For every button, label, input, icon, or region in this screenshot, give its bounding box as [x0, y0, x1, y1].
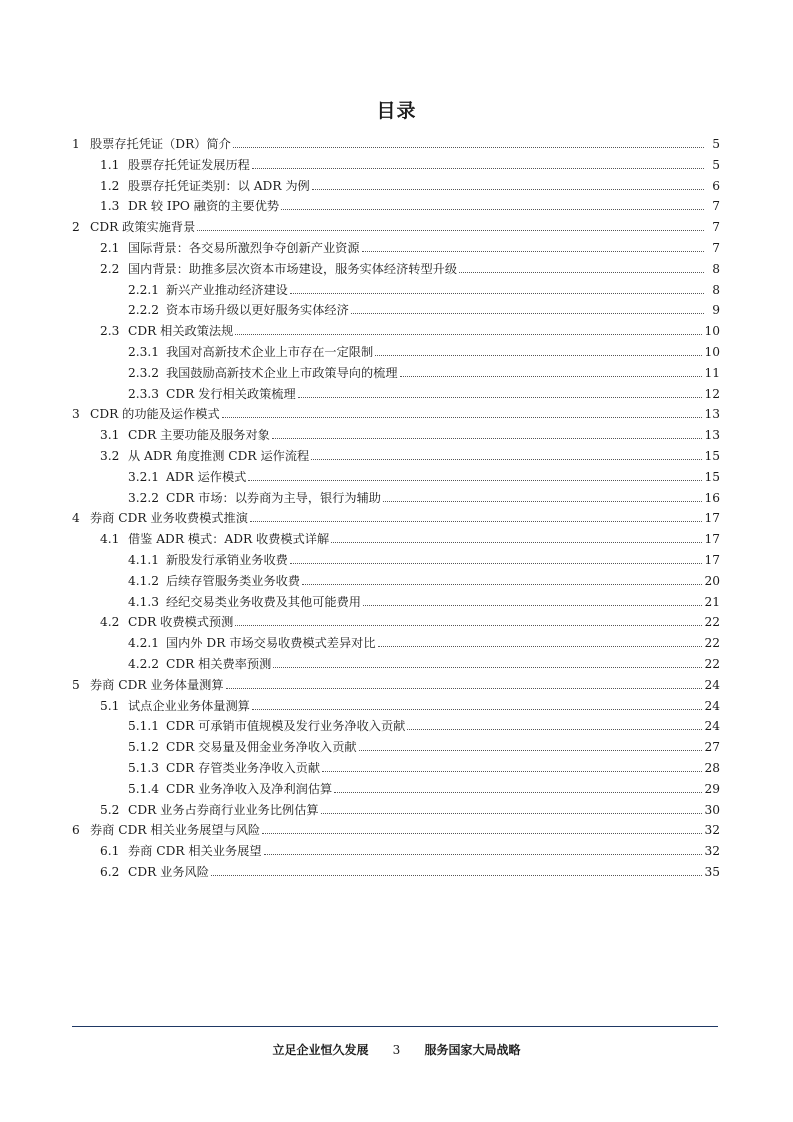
toc-dot-leader: [233, 147, 704, 148]
toc-entry-title: 国内背景：助推多层次资本市场建设，服务实体经济转型升级: [128, 261, 458, 276]
toc-entry-page: 22: [704, 657, 720, 671]
toc-entry-title: DR 较 IPO 融资的主要优势: [128, 199, 280, 214]
toc-entry-5-1-1[interactable]: [128, 713, 720, 733]
toc-entry-title: 后续存管服务类业务收费: [166, 573, 301, 588]
toc-dot-leader: [226, 688, 703, 689]
toc-entry-title: 券商 CDR 业务体量测算: [90, 677, 224, 692]
toc-entry-5-2[interactable]: [100, 797, 720, 817]
toc-entry-number: 3.1: [100, 428, 120, 443]
toc-entry-page: 9: [712, 303, 720, 318]
toc-entry-title: CDR 的功能及运作模式: [90, 407, 220, 422]
toc-dot-leader: [375, 355, 702, 356]
toc-entry-number: 3: [72, 407, 80, 422]
toc-entry-page: 30: [704, 802, 720, 817]
toc-dot-leader: [298, 397, 703, 398]
toc-entry-2-3-2[interactable]: [128, 360, 720, 380]
toc-entry-1-3[interactable]: [100, 193, 720, 213]
toc-entry-4-1[interactable]: [100, 526, 720, 546]
toc-entry-page: 7: [712, 241, 720, 255]
toc-dot-leader: [302, 584, 702, 585]
toc-entry-title: ADR 运作模式: [166, 469, 247, 484]
toc-entry-page: 28: [704, 761, 720, 775]
toc-dot-leader: [252, 709, 703, 710]
toc-entry-number: 6: [72, 823, 80, 838]
toc-entry-page: 17: [704, 511, 720, 526]
toc-entry-title: 国际背景：各交易所激烈争夺创新产业资源: [128, 241, 360, 255]
page-number: 3: [392, 1043, 401, 1057]
toc-entry-page: 15: [704, 469, 720, 484]
toc-entry-title: 经纪交易类业务收费及其他可能费用: [166, 594, 361, 609]
toc-entry-number: 2.2.1: [128, 282, 160, 297]
page-footer: [0, 1041, 793, 1058]
toc-entry-4-1-2[interactable]: [128, 568, 720, 588]
toc-entry-number: 1.1: [100, 157, 120, 172]
toc-entry-3-2-2[interactable]: [128, 485, 720, 505]
toc-entry-title: 从 ADR 角度推测 CDR 运作流程: [128, 449, 310, 463]
toc-entry-page: 32: [704, 844, 720, 859]
toc-entry-number: 5.1: [100, 698, 120, 713]
toc-entry-5[interactable]: [72, 672, 720, 692]
toc-entry-number: 2.3.1: [128, 345, 160, 359]
footer-slogan-right: 服务国家大局战略: [424, 1043, 521, 1057]
toc-entry-number: 2.1: [100, 241, 120, 255]
toc-dot-leader: [459, 272, 704, 273]
toc-entry-page: 8: [712, 282, 720, 297]
toc-dot-leader: [400, 376, 703, 377]
toc-entry-title: CDR 业务占券商行业业务比例估算: [128, 802, 319, 817]
toc-dot-leader: [351, 313, 704, 314]
toc-entry-5-1-2[interactable]: [128, 734, 720, 754]
toc-entry-page: 22: [704, 615, 720, 630]
toc-entry-title: 新兴产业推动经济建设: [166, 282, 288, 297]
toc-entry-2-2[interactable]: [100, 256, 720, 276]
toc-dot-leader: [321, 813, 703, 814]
toc-entry-number: 4.1: [100, 532, 120, 547]
toc-entry-6-2[interactable]: [100, 859, 720, 879]
toc-entry-number: 5: [72, 677, 80, 692]
toc-entry-page: 8: [712, 261, 720, 276]
toc-entry-page: 27: [704, 740, 720, 755]
toc-entry-title: 股票存托凭证（DR）简介: [90, 137, 231, 151]
toc-entry-number: 6.1: [100, 844, 120, 859]
toc-entry-3[interactable]: [72, 401, 720, 421]
toc-dot-leader: [362, 251, 704, 252]
toc-entry-number: 4.2: [100, 615, 120, 630]
toc-dot-leader: [197, 230, 704, 231]
toc-entry-3-2-1[interactable]: [128, 464, 720, 484]
toc-dot-leader: [378, 646, 703, 647]
toc-entry-5-1-3[interactable]: [128, 755, 720, 775]
toc-entry-2-3-3[interactable]: [128, 381, 720, 401]
toc-entry-page: 24: [704, 719, 720, 734]
toc-entry-page: 6: [712, 178, 720, 193]
toc-dot-leader: [363, 605, 702, 606]
toc-dot-leader: [290, 293, 704, 294]
toc-dot-leader: [311, 459, 702, 460]
toc-entry-title: CDR 存管类业务净收入贡献: [166, 761, 321, 775]
toc-entry-number: 4.2.2: [128, 657, 160, 671]
toc-entry-title: CDR 主要功能及服务对象: [128, 428, 270, 443]
toc-entry-page: 7: [712, 220, 720, 235]
toc-entry-number: 5.2: [100, 802, 120, 817]
toc-entry-5-1[interactable]: [100, 693, 720, 713]
toc-dot-leader: [312, 189, 704, 190]
toc-entry-title: 资本市场升级以更好服务实体经济: [166, 303, 349, 318]
toc-entry-number: 2.3.2: [128, 365, 160, 380]
toc-entry-number: 4.1.2: [128, 573, 160, 588]
toc-entry-title: 借鉴 ADR 模式：ADR 收费模式详解: [128, 532, 330, 547]
toc-entry-4-2-2[interactable]: [128, 651, 720, 671]
toc-entry-6[interactable]: [72, 817, 720, 837]
toc-entry-number: 3.2: [100, 449, 120, 463]
toc-entry-page: 32: [704, 823, 720, 838]
toc-entry-number: 6.2: [100, 865, 120, 879]
toc-entry-page: 20: [704, 573, 720, 588]
toc-entry-title: 我国鼓励高新技术企业上市政策导向的梳理: [166, 365, 398, 380]
toc-dot-leader: [262, 833, 702, 834]
toc-entry-page: 7: [712, 199, 720, 214]
toc-entry-number: 1.3: [100, 199, 120, 214]
toc-entry-5-1-4[interactable]: [128, 776, 720, 796]
toc-entry-title: CDR 相关费率预测: [166, 657, 272, 671]
toc-dot-leader: [222, 417, 703, 418]
toc-entry-page: 10: [704, 345, 720, 359]
toc-entry-number: 5.1.1: [128, 719, 160, 734]
toc-entry-title: 股票存托凭证类别：以 ADR 为例: [128, 178, 310, 193]
toc-entry-page: 29: [704, 781, 720, 796]
toc-entry-title: 股票存托凭证发展历程: [128, 157, 250, 172]
toc-dot-leader: [211, 875, 703, 876]
toc-entry-2-1[interactable]: [100, 235, 720, 255]
toc-entry-6-1[interactable]: [100, 838, 720, 858]
toc-dot-leader: [235, 625, 702, 626]
toc-entry-page: 24: [704, 677, 720, 692]
toc-entry-2-2-1[interactable]: [128, 277, 720, 297]
toc-dot-leader: [273, 667, 702, 668]
toc-entry-1[interactable]: [72, 131, 720, 151]
toc-entry-number: 4: [72, 511, 80, 526]
toc-entry-title: 券商 CDR 相关业务展望与风险: [90, 823, 261, 838]
toc-entry-title: 我国对高新技术企业上市存在一定限制: [166, 345, 374, 359]
toc-entry-1-1[interactable]: [100, 152, 720, 172]
toc-entry-title: 国内外 DR 市场交易收费模式差异对比: [166, 636, 376, 651]
toc-dot-leader: [281, 209, 704, 210]
toc-entry-page: 35: [704, 865, 720, 879]
toc-entry-1-2[interactable]: [100, 173, 720, 193]
toc-entry-number: 5.1.3: [128, 761, 160, 775]
toc-dot-leader: [322, 771, 702, 772]
toc-dot-leader: [334, 792, 702, 793]
toc-entry-page: 12: [704, 386, 720, 401]
toc-dot-leader: [290, 563, 703, 564]
toc-dot-leader: [331, 542, 702, 543]
toc-entry-title: 试点企业业务体量测算: [128, 698, 250, 713]
toc-entry-number: 2.3: [100, 324, 120, 339]
toc-entry-3-1[interactable]: [100, 422, 720, 442]
page-title: 目录: [376, 100, 417, 122]
toc-entry-3-2[interactable]: [100, 443, 720, 463]
toc-entry-4-2-1[interactable]: [128, 630, 720, 650]
toc-dot-leader: [250, 521, 703, 522]
toc-entry-page: 22: [704, 636, 720, 651]
toc-entry-number: 2: [72, 220, 80, 235]
toc-entry-page: 15: [704, 449, 720, 463]
toc-entry-number: 5.1.2: [128, 740, 160, 755]
toc-entry-number: 4.2.1: [128, 636, 160, 651]
toc-entry-title: CDR 收费模式预测: [128, 615, 234, 630]
toc-entry-page: 5: [712, 157, 720, 172]
toc-entry-2-3[interactable]: [100, 318, 720, 338]
toc-dot-leader: [248, 480, 702, 481]
toc-entry-4-2[interactable]: [100, 609, 720, 629]
toc-entry-page: 13: [704, 407, 720, 422]
toc-entry-page: 5: [712, 137, 720, 151]
toc-entry-title: CDR 政策实施背景: [90, 220, 196, 235]
footer-slogan-left: 立足企业恒久发展: [272, 1043, 369, 1057]
toc-entry-number: 2.3.3: [128, 386, 160, 401]
toc-entry-number: 3.2.2: [128, 490, 160, 505]
footer-divider: [72, 1026, 718, 1027]
toc-entry-page: 13: [704, 428, 720, 443]
toc-entry-number: 1.2: [100, 178, 120, 193]
toc-entry-page: 24: [704, 698, 720, 713]
toc-entry-number: 4.1.3: [128, 594, 160, 609]
toc-entry-page: 21: [704, 594, 720, 609]
toc-entry-number: 4.1.1: [128, 553, 160, 567]
toc-entry-4[interactable]: [72, 505, 720, 525]
toc-entry-page: 11: [704, 365, 720, 380]
toc-dot-leader: [252, 168, 704, 169]
toc-dot-leader: [264, 854, 703, 855]
toc-entry-page: 17: [704, 553, 720, 567]
toc-entry-number: 2.2: [100, 261, 120, 276]
toc-entry-4-1-3[interactable]: [128, 589, 720, 609]
toc-entry-title: CDR 发行相关政策梳理: [166, 386, 296, 401]
toc-dot-leader: [407, 729, 702, 730]
toc-entry-number: 3.2.1: [128, 469, 160, 484]
toc-entry-title: 券商 CDR 业务收费模式推演: [90, 511, 248, 526]
toc-dot-leader: [383, 501, 703, 502]
toc-dot-leader: [235, 334, 702, 335]
toc-entry-title: CDR 相关政策法规: [128, 324, 234, 339]
toc-entry-page: 16: [704, 490, 720, 505]
toc-entry-title: CDR 交易量及佣金业务净收入贡献: [166, 740, 357, 755]
toc-entry-2-3-1[interactable]: [128, 339, 720, 359]
toc-entry-number: 2.2.2: [128, 303, 160, 318]
toc-entry-title: CDR 可承销市值规模及发行业务净收入贡献: [166, 719, 406, 734]
toc-entry-title: CDR 业务净收入及净利润估算: [166, 781, 333, 796]
toc-entry-title: 新股发行承销业务收费: [166, 553, 288, 567]
toc-entry-4-1-1[interactable]: [128, 547, 720, 567]
toc-entry-title: CDR 业务风险: [128, 865, 209, 879]
toc-dot-leader: [359, 750, 703, 751]
toc-entry-title: CDR 市场：以券商为主导，银行为辅助: [166, 490, 381, 505]
toc-entry-number: 5.1.4: [128, 781, 160, 796]
toc-entry-page: 10: [704, 324, 720, 339]
toc-entry-2[interactable]: [72, 214, 720, 234]
toc-entry-page: 17: [704, 532, 720, 547]
toc-entry-number: 1: [72, 137, 80, 151]
toc-entry-title: 券商 CDR 相关业务展望: [128, 844, 262, 859]
toc-entry-2-2-2[interactable]: [128, 297, 720, 317]
toc-dot-leader: [272, 438, 703, 439]
